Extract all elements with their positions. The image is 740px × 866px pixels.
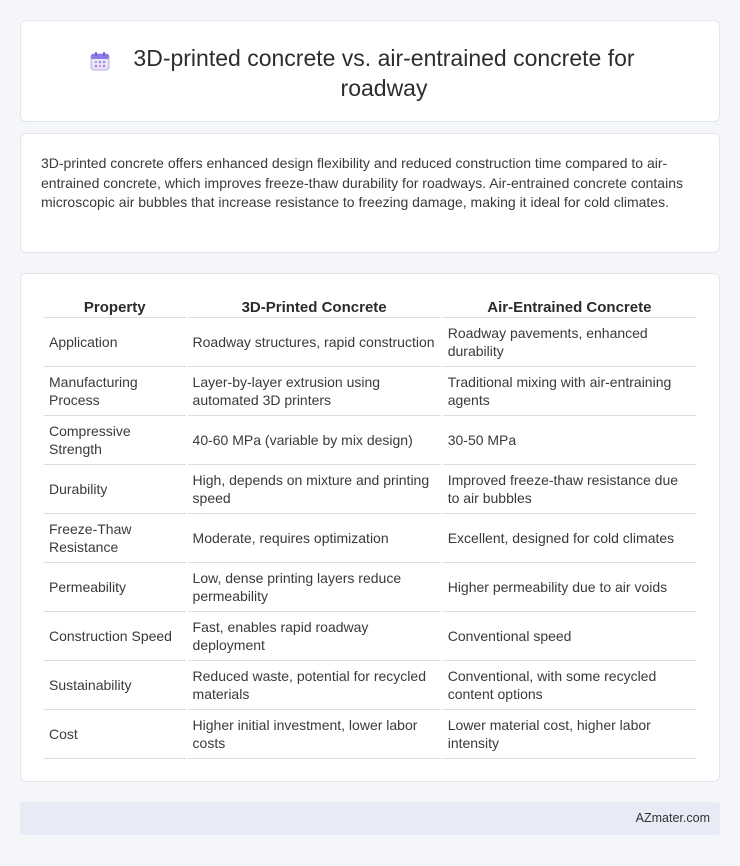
table-row	[44, 318, 696, 367]
cell-air-entrained: Roadway pavements, enhanced durability	[443, 318, 696, 367]
footer-site-link[interactable]: AZmater.com	[635, 811, 710, 825]
cell-property: Durability	[44, 465, 186, 514]
title-card	[20, 20, 720, 122]
summary-text: 3D-printed concrete offers enhanced design flexibility and reduced construction time compared to air-entrained concrete, which improves freeze-thaw durability for roadways. Air-entrained concrete contains microscopic air bubbles that increase resistance to freezing damage, making it ideal for cold climates.	[41, 155, 683, 210]
table-header-row	[44, 296, 696, 318]
summary-card	[20, 133, 720, 253]
cell-property: Compressive Strength	[44, 416, 186, 465]
cell-air-entrained: Improved freeze-thaw resistance due to air bubbles	[443, 465, 696, 514]
cell-property: Application	[44, 318, 186, 367]
cell-air-entrained: Lower material cost, higher labor intensity	[443, 710, 696, 759]
header-air-entrained: Air-Entrained Concrete	[443, 296, 696, 318]
header-property: Property	[44, 296, 186, 318]
table-row	[44, 465, 696, 514]
table-row	[44, 514, 696, 563]
table-row	[44, 710, 696, 759]
table-row	[44, 661, 696, 710]
title-wrap	[21, 43, 719, 103]
comparison-table-card	[20, 273, 720, 782]
cell-3d-printed: Fast, enables rapid roadway deployment	[188, 612, 441, 661]
cell-air-entrained: Higher permeability due to air voids	[443, 563, 696, 612]
cell-3d-printed: Reduced waste, potential for recycled materials	[188, 661, 441, 710]
cell-property: Manufacturing Process	[44, 367, 186, 416]
cell-air-entrained: Traditional mixing with air-entraining agents	[443, 367, 696, 416]
cell-air-entrained: Conventional, with some recycled content options	[443, 661, 696, 710]
header-3d-printed: 3D-Printed Concrete	[188, 296, 441, 318]
cell-air-entrained: Excellent, designed for cold climates	[443, 514, 696, 563]
table-row	[44, 416, 696, 465]
cell-3d-printed: Higher initial investment, lower labor costs	[188, 710, 441, 759]
cell-3d-printed: High, depends on mixture and printing speed	[188, 465, 441, 514]
cell-air-entrained: Conventional speed	[443, 612, 696, 661]
table-row	[44, 563, 696, 612]
table-row	[44, 367, 696, 416]
cell-3d-printed: Roadway structures, rapid construction	[188, 318, 441, 367]
cell-3d-printed: Layer-by-layer extrusion using automated 3D printers	[188, 367, 441, 416]
comparison-table	[42, 296, 698, 759]
cell-3d-printed: Low, dense printing layers reduce permeability	[188, 563, 441, 612]
cell-property: Freeze-Thaw Resistance	[44, 514, 186, 563]
cell-property: Construction Speed	[44, 612, 186, 661]
page-title: 3D-printed concrete vs. air-entrained concrete for roadway	[133, 45, 635, 101]
cell-property: Sustainability	[44, 661, 186, 710]
calendar-icon	[89, 50, 111, 72]
cell-air-entrained: 30-50 MPa	[443, 416, 696, 465]
cell-property: Permeability	[44, 563, 186, 612]
cell-3d-printed: Moderate, requires optimization	[188, 514, 441, 563]
cell-property: Cost	[44, 710, 186, 759]
cell-3d-printed: 40-60 MPa (variable by mix design)	[188, 416, 441, 465]
table-row	[44, 612, 696, 661]
footer-bar	[20, 802, 720, 835]
